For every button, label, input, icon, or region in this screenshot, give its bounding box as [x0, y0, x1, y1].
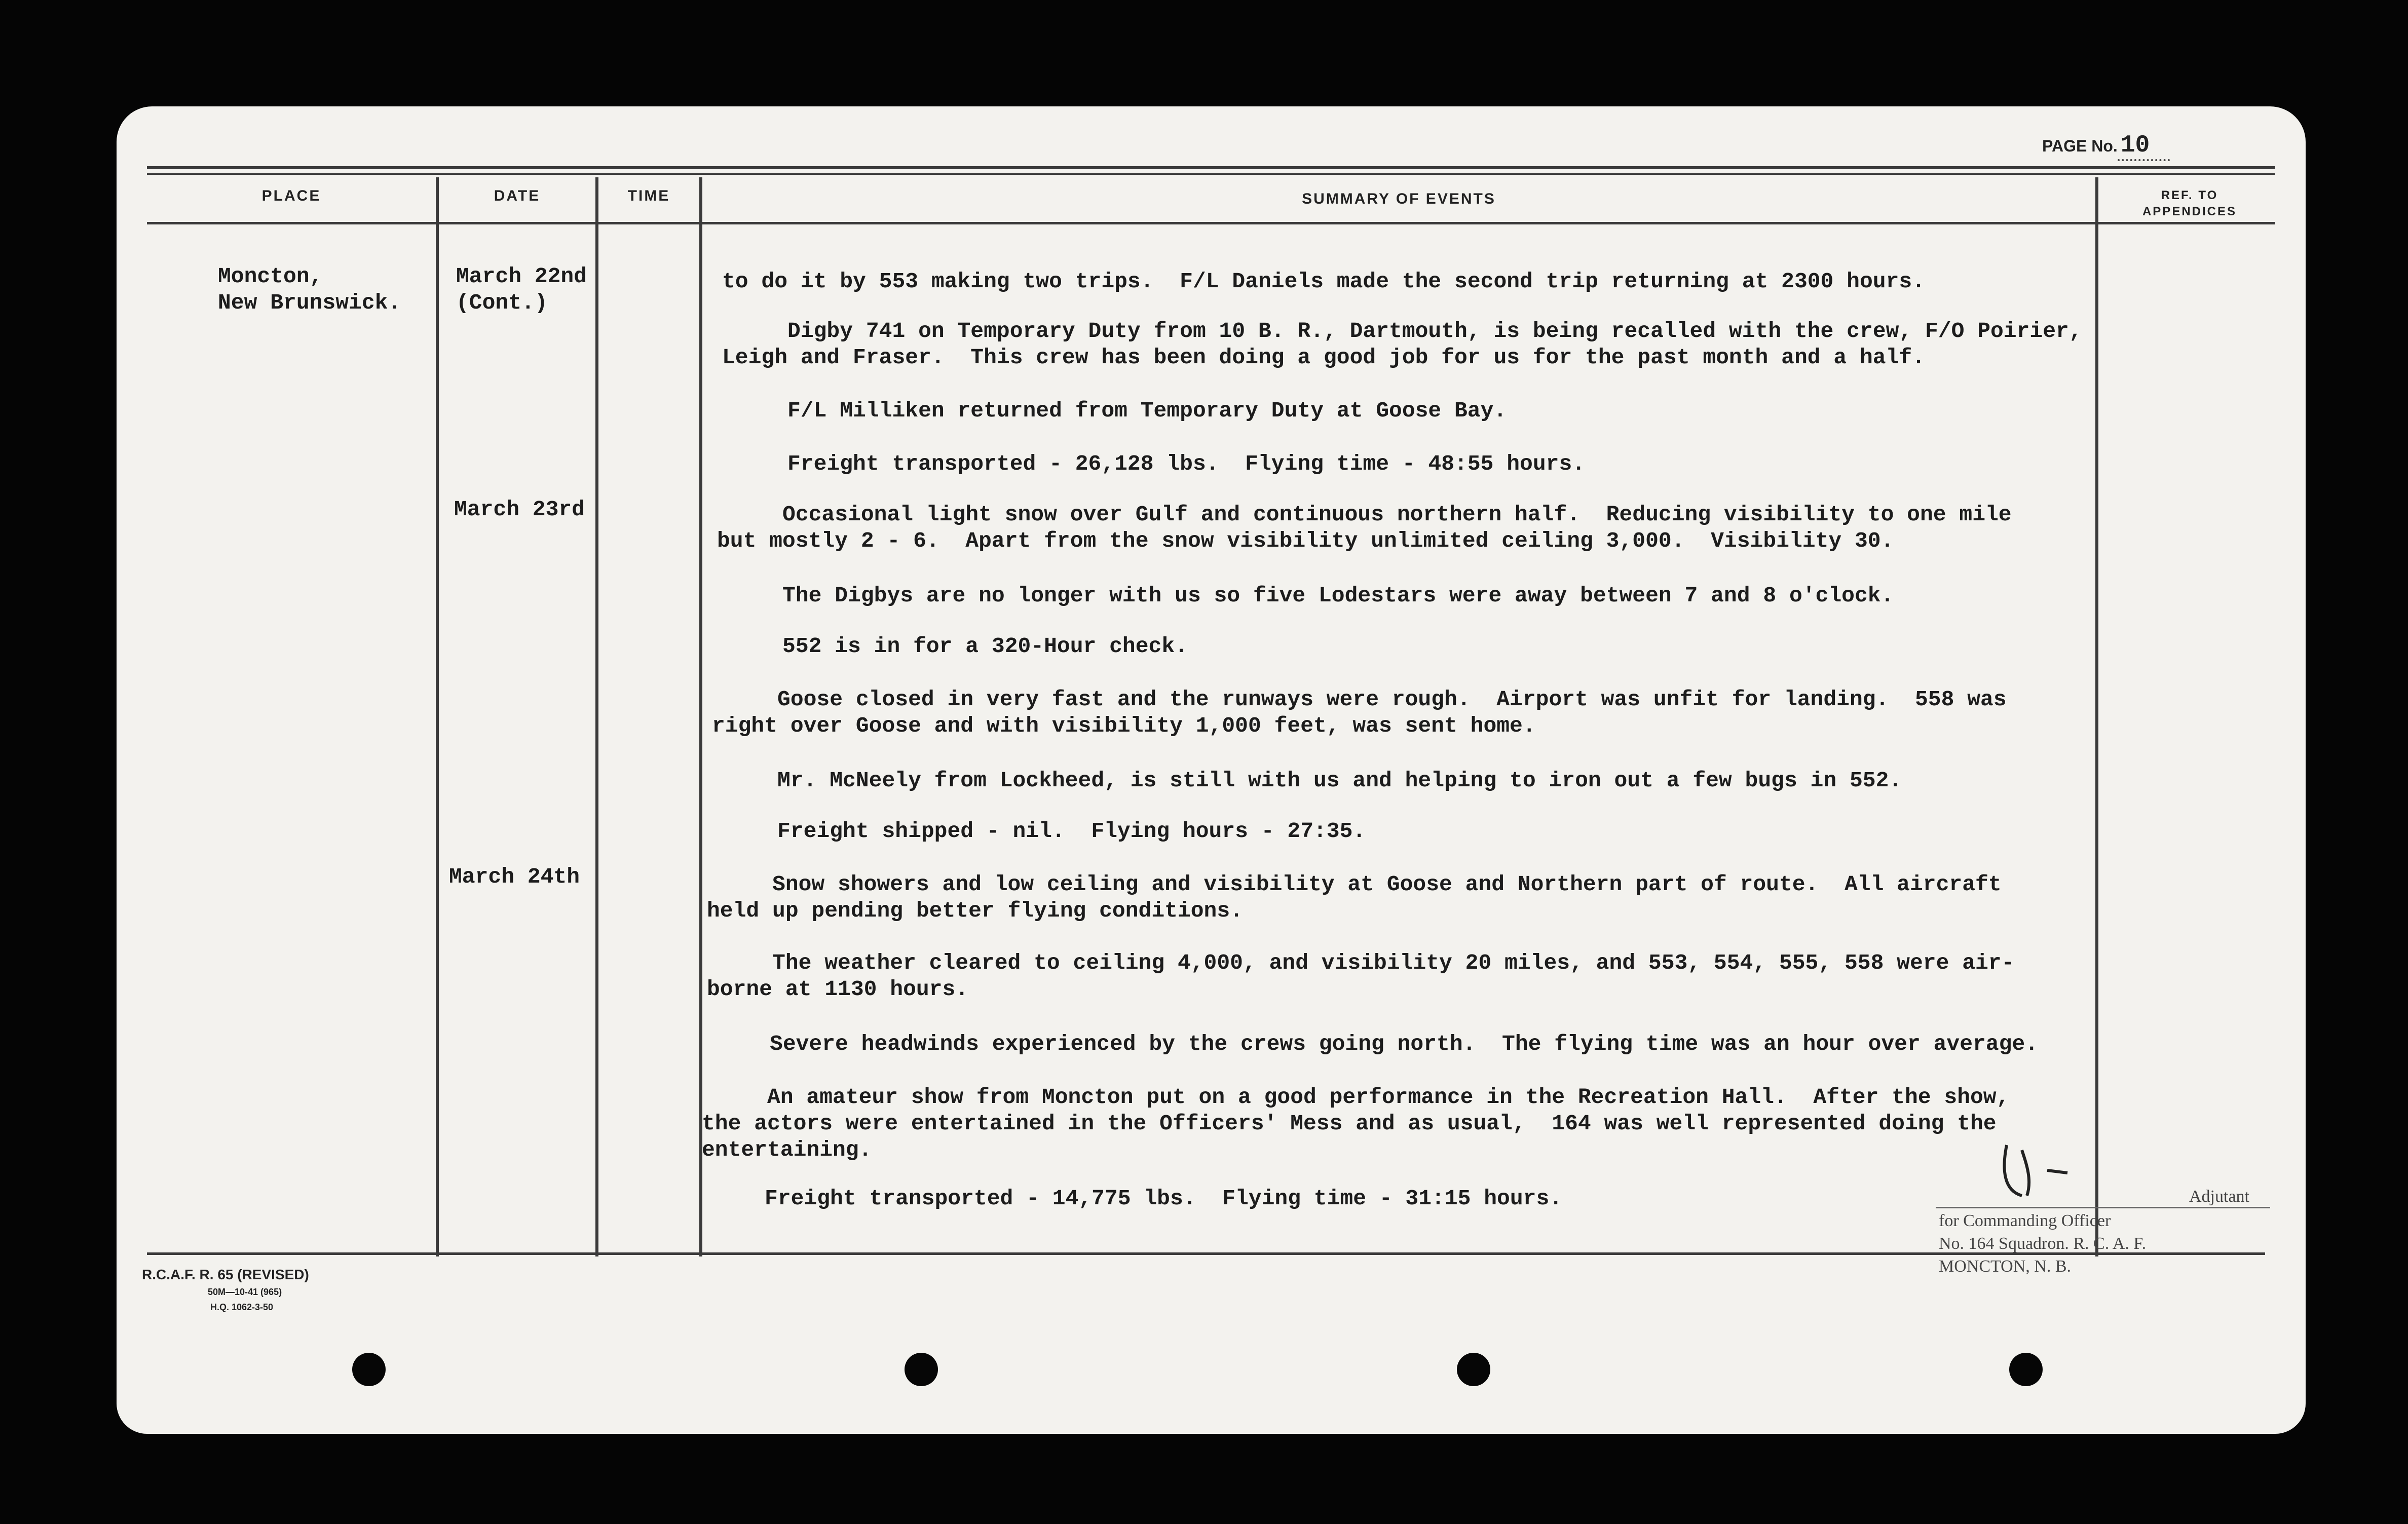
top-rule-thin — [147, 173, 2275, 175]
entry-paragraph: Goose closed in very fast and the runways were rough. Airport was unfit for landing. 558 was right over Goose and with visibility 1,000 feet, was sent home. — [712, 687, 2007, 738]
signature-adjutant: Adjutant — [2189, 1187, 2249, 1206]
column-header-summary: SUMMARY OF EVENTS — [1302, 190, 1496, 207]
form-hq-line: H.Q. 1062-3-50 — [210, 1302, 274, 1312]
col-line-summary — [2095, 177, 2098, 1256]
entry-paragraph: An amateur show from Moncton put on a good performance in the Recreation Hall. After the show, the actors were entertained in the Officers' Mess and as usual, 164 was well represented doing the entertaining. — [702, 1085, 2010, 1162]
top-rule — [147, 166, 2275, 169]
column-header-place: PLACE — [261, 187, 321, 204]
entry-paragraph: Freight transported - 14,775 lbs. Flying time - 31:15 hours. — [699, 1186, 1563, 1211]
form-id: R.C.A.F. R. 65 (REVISED) — [142, 1267, 309, 1282]
page-number-value: 10 — [2118, 132, 2170, 161]
entry-paragraph: F/L Milliken returned from Temporary Duty at Goose Bay. — [722, 398, 1507, 423]
date-march-24: March 24th — [449, 864, 580, 889]
binder-hole — [905, 1353, 938, 1386]
entry-paragraph: Freight shipped - nil. Flying hours - 27:35. — [712, 819, 1366, 844]
entry-paragraph: Digby 741 on Temporary Duty from 10 B. R., Dartmouth, is being recalled with the crew, F/O Poirier, Leigh and Fraser. This crew has been doing a good job for us for the past month and a half. — [722, 319, 2082, 370]
binder-hole — [2009, 1353, 2043, 1386]
handwritten-signature — [1991, 1135, 2093, 1211]
date-march-22: March 22nd (Cont.) — [456, 264, 587, 315]
entry-paragraph: The weather cleared to ceiling 4,000, and visibility 20 miles, and 553, 554, 555, 558 were air- borne at 1130 hours. — [707, 950, 2015, 1002]
page-number-label: PAGE No. — [2042, 137, 2118, 155]
signature-line-1: for Commanding Officer — [1939, 1211, 2111, 1230]
place-entry: Moncton, New Brunswick. — [218, 264, 401, 315]
entry-paragraph: Freight transported - 26,128 lbs. Flying time - 48:55 hours. — [722, 451, 1586, 476]
form-print-line: 50M—10-41 (965) — [208, 1287, 282, 1297]
entry-paragraph: The Digbys are no longer with us so five Lodestars were away between 7 and 8 o'clock. — [717, 583, 1894, 608]
entry-paragraph: Occasional light snow over Gulf and continuous northern half. Reducing visibility to one mile but mostly 2 - 6. Apart from the snow visibility unlimited ceiling 3,000. Visibility 30. — [717, 502, 2012, 553]
page-number — [2042, 132, 2170, 159]
entry-paragraph: 552 is in for a 320-Hour check. — [717, 634, 1188, 659]
header-rule — [147, 222, 2275, 224]
column-header-date: DATE — [494, 187, 541, 204]
col-line-date — [595, 177, 598, 1256]
signature-line-2: No. 164 Squadron. R. C. A. F. — [1939, 1234, 2147, 1253]
binder-hole — [1457, 1353, 1490, 1386]
entry-paragraph: Snow showers and low ceiling and visibility at Goose and Northern part of route. All aircraft held up pending better flying conditions. — [707, 872, 2002, 923]
column-header-time: TIME — [627, 187, 670, 204]
signature-line — [1936, 1207, 2270, 1208]
column-header-ref: REF. TO APPENDICES — [2142, 188, 2237, 218]
binder-hole — [352, 1353, 386, 1386]
signature-line-3: MONCTON, N. B. — [1939, 1257, 2072, 1276]
entry-paragraph: Severe headwinds experienced by the crews going north. The flying time was an hour over average. — [704, 1032, 2039, 1056]
entry-paragraph: to do it by 553 making two trips. F/L Daniels made the second trip returning at 2300 hours. — [722, 269, 1925, 294]
date-march-23: March 23rd — [454, 497, 585, 522]
entry-paragraph: Mr. McNeely from Lockheed, is still with us and helping to iron out a few bugs in 552. — [712, 768, 1902, 793]
col-line-place — [436, 177, 439, 1256]
diary-sheet — [117, 106, 2306, 1434]
